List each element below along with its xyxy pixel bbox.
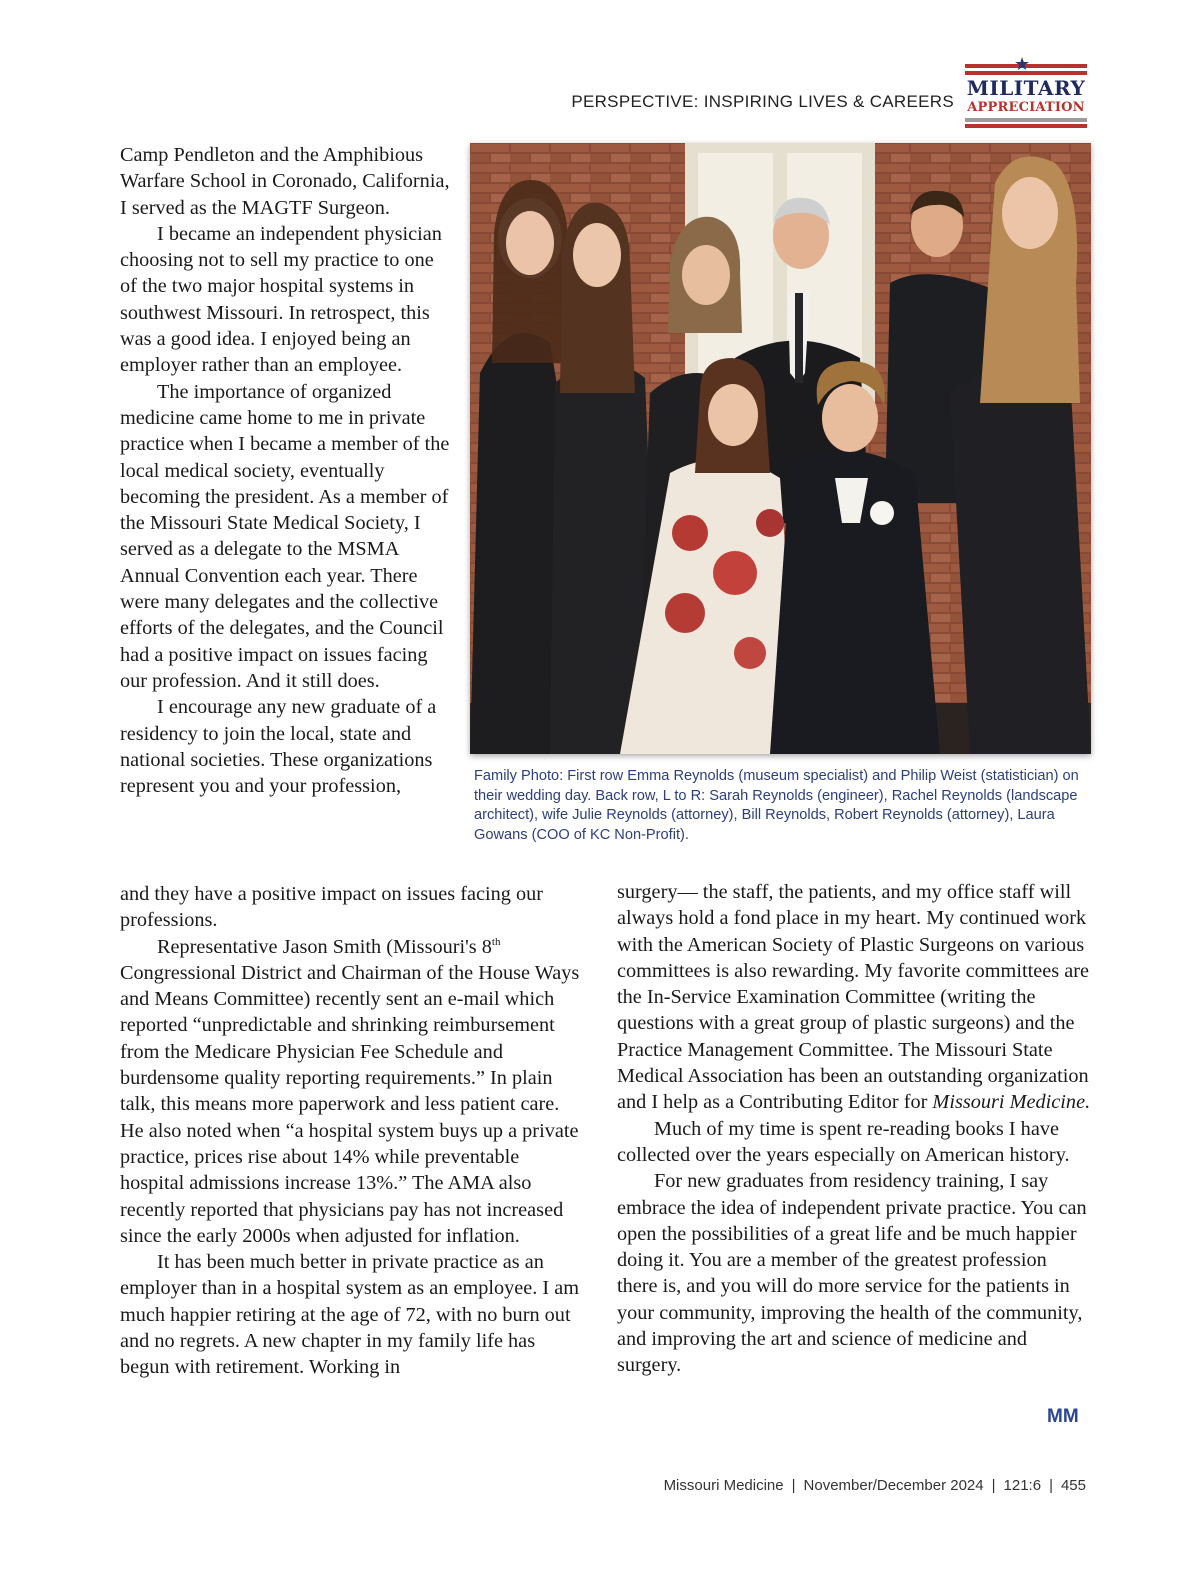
photo-caption: Family Photo: First row Emma Reynolds (museum specialist) and Philip Weist (statistician) on their wedding day. Back row, L to R: Sarah Reynolds (engineer), Rachel Reynolds (landscape architect), wife Julie Reynolds (attorney), Bill Reynolds, Robert Reynolds (attorney), Laura Gowans (COO of KC Non-Profit).	[474, 768, 1079, 843]
paragraph: I encourage any new graduate of a residency to join the local, state and national societies. These organizations represent you and your profession,	[120, 696, 437, 798]
paragraph	[120, 934, 580, 1250]
running-header: PERSPECTIVE: INSPIRING LIVES & CAREERS	[571, 92, 954, 111]
page-footer	[560, 1477, 1086, 1494]
footer-separator: |	[791, 1477, 796, 1494]
left-column-bottom	[120, 881, 580, 1381]
paragraph: and they have a positive impact on issues facing our professions.	[120, 883, 543, 932]
end-mark: MM	[1047, 1406, 1079, 1427]
paragraph: It has been much better in private practice as an employer than in a hospital system as an employee. I am much happier retiring at the age of 72, with no burn out and no regrets. A new chapter in my family life has begun with retirement. Working in	[120, 1251, 580, 1379]
footer-issue: November/December 2024	[803, 1477, 984, 1494]
paragraph: For new graduates from residency training, I say embrace the idea of independent private practice. You can open the possibilities of a great life and be much happier doing it. You are a member of the greatest profession there is, and you will do more service for the patients in your community, improving the health of the community, and improving the art and science of medicine and surgery.	[617, 1170, 1087, 1377]
text-run: surgery— the staff, the patients, and my office staff will always hold a fond place in my heart. My continued work with the American Society of Plastic Surgeons on various committees is also rewarding. My favorite committees are the In-Service Examination Committee (writing the questions with a great group of plastic surgeons) and the Practice Management Committee. The Missouri State Medical Association has been an outstanding organization and I help as a Contributing Editor for	[617, 881, 1089, 1114]
family-photo	[470, 143, 1091, 754]
text-run: Congressional District and Chairman of the House Ways and Means Committee) recently sent an e-mail which reported “unpredictable and shrinking reimbursement from the Medicare Physician Fee Schedule and burdensome quality reporting requirements.” In plain talk, this means more paperwork and less patient care. He also noted when “a hospital system buys up a private practice, prices rise about 14% while preventable hospital admissions increase 13%.” The AMA also recently reported that physicians pay has not increased since the early 2000s when adjusted for inflation.	[120, 961, 580, 1247]
paragraph	[617, 879, 1091, 1116]
paragraph: Camp Pendleton and the Amphibious Warfare School in Coronado, California, I served as the MAGTF Surgeon.	[120, 144, 450, 219]
footer-separator: |	[1049, 1477, 1053, 1494]
logo-line-military: MILITARY	[966, 76, 1086, 100]
footer-volume: 121:6	[1003, 1477, 1042, 1494]
paragraph: The importance of organized medicine came home to me in private practice when I became a member of the local medical society, eventually becoming the president. As a member of the Missouri State Medical Society, I served as a delegate to the MSMA Annual Convention each year. There were many delegates and the collective efforts of the delegates, and the Council had a positive impact on issues facing our profession. And it still does.	[120, 380, 450, 692]
star-icon: ★	[1014, 54, 1031, 75]
superscript: th	[491, 935, 501, 948]
right-column	[617, 879, 1091, 1379]
page-number: 455	[1060, 1477, 1086, 1494]
paragraph: I became an independent physician choosing not to sell my practice to one of the two major hospital systems in southwest Missouri. In retrospect, this was a good idea. I enjoyed being an employer rather than an employee.	[120, 222, 442, 377]
footer-separator: |	[991, 1477, 996, 1494]
journal-title-italic: Missouri Medicine.	[932, 1091, 1091, 1114]
paragraph: Much of my time is spent re-reading books I have collected over the years especially on American history.	[617, 1117, 1070, 1166]
left-column-top	[120, 142, 455, 799]
military-appreciation-logo	[962, 54, 1090, 128]
logo-line-appreciation: APPRECIATION	[967, 100, 1085, 115]
text-run: Representative Jason Smith (Missouri's 8	[157, 935, 492, 958]
footer-journal: Missouri Medicine	[663, 1477, 784, 1494]
